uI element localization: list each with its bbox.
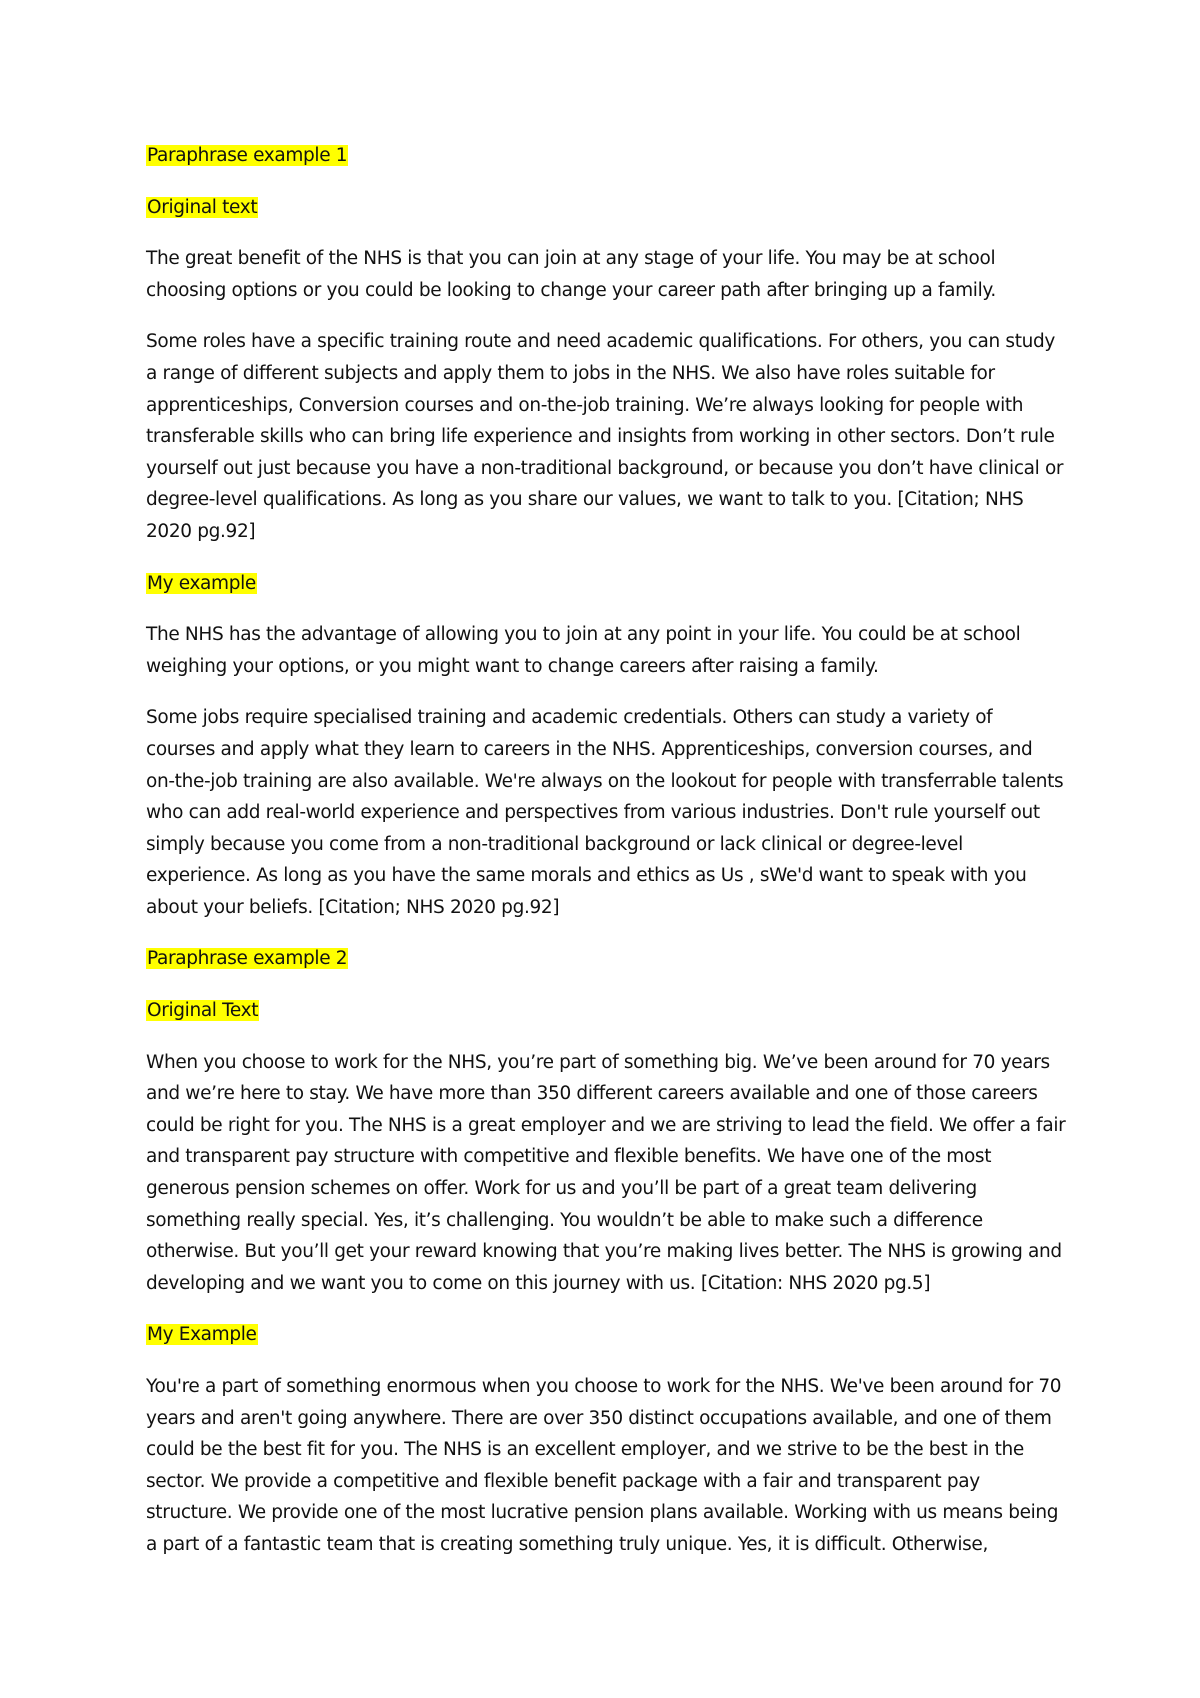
- example-1-mine-label: [146, 568, 1066, 600]
- example-1-title: [146, 140, 1066, 172]
- example-1-mine-label-text: My example: [147, 572, 256, 594]
- example-2-mine-label: [146, 1319, 1066, 1351]
- example-1-original-paragraph-2: Some roles have a specific training route and need academic qualifications. For others, you can study a range of different subjects and apply them to jobs in the NHS. We also have roles suitable for apprenticeships, Conversion courses and on-the-job training. We’re always looking for people with transferable skills who can bring life experience and insights from working in other sectors. Don’t rule yourself out just because you have a non-traditional background, or because you don’t have clinical or degree-level qualifications. As long as you share our values, we want to talk to you. [Citation; NHS 2020 pg.92]: [146, 331, 1064, 542]
- example-2-mine-label-text: My Example: [147, 1324, 257, 1346]
- example-2-original-paragraph-1: When you choose to work for the NHS, you’re part of something big. We’ve been around for 70 years and we’re here to stay. We have more than 350 different careers available and one of those careers could be right for you. The NHS is a great employer and we are striving to lead the field. We offer a fair and transparent pay structure with competitive and flexible benefits. We have one of the most generous pension schemes on offer. Work for us and you’ll be part of a great team delivering something really special. Yes, it’s challenging. You wouldn’t be able to make such a difference otherwise. But you’ll get your reward knowing that you’re making lives better. The NHS is growing and developing and we want you to come on this journey with us. [Citation: NHS 2020 pg.5]: [146, 1051, 1066, 1294]
- example-2-original-label: [146, 995, 1066, 1027]
- example-1-mine-paragraph-1: The NHS has the advantage of allowing you to join at any point in your life. You could be at school weighing your options, or you might want to change careers after raising a family.: [146, 624, 1021, 677]
- example-2-title-text: Paraphrase example 2: [147, 948, 348, 970]
- example-1-title-text: Paraphrase example 1: [147, 145, 348, 166]
- example-2-original-label-text: Original Text: [147, 1000, 259, 1022]
- example-2-title: [146, 943, 1066, 975]
- document-body: [146, 140, 1066, 1581]
- example-1-original-label-text: Original text: [147, 196, 258, 218]
- example-1-mine-paragraph-2: Some jobs require specialised training and academic credentials. Others can study a variety of courses and apply what they learn to careers in the NHS. Apprenticeships, conversion courses, and on-the-job training are also available. We're always on the lookout for people with transferrable talents who can add real-world experience and perspectives from various industries. Don't rule yourself out simply because you come from a non-traditional background or lack clinical or degree-level experience. As long as you have the same morals and ethics as Us , sWe'd want to speak with you about your beliefs. [Citation; NHS 2020 pg.92]: [146, 707, 1064, 918]
- example-1-original-label: [146, 192, 1066, 224]
- example-2-mine-paragraph-1: You're a part of something enormous when you choose to work for the NHS. We've been around for 70 years and aren't going anywhere. There are over 350 distinct occupations available, and one of them could be the best fit for you. The NHS is an excellent employer, and we strive to be the best in the sector. We provide a competitive and flexible benefit package with a fair and transparent pay structure. We provide one of the most lucrative pension plans available. Working with us means being a part of a fantastic team that is creating something truly unique. Yes, it is difficult. Otherwise,: [146, 1376, 1062, 1555]
- example-1-original-paragraph-1: The great benefit of the NHS is that you can join at any stage of your life. You may be at school choosing options or you could be looking to change your career path after bringing up a family.: [146, 248, 996, 301]
